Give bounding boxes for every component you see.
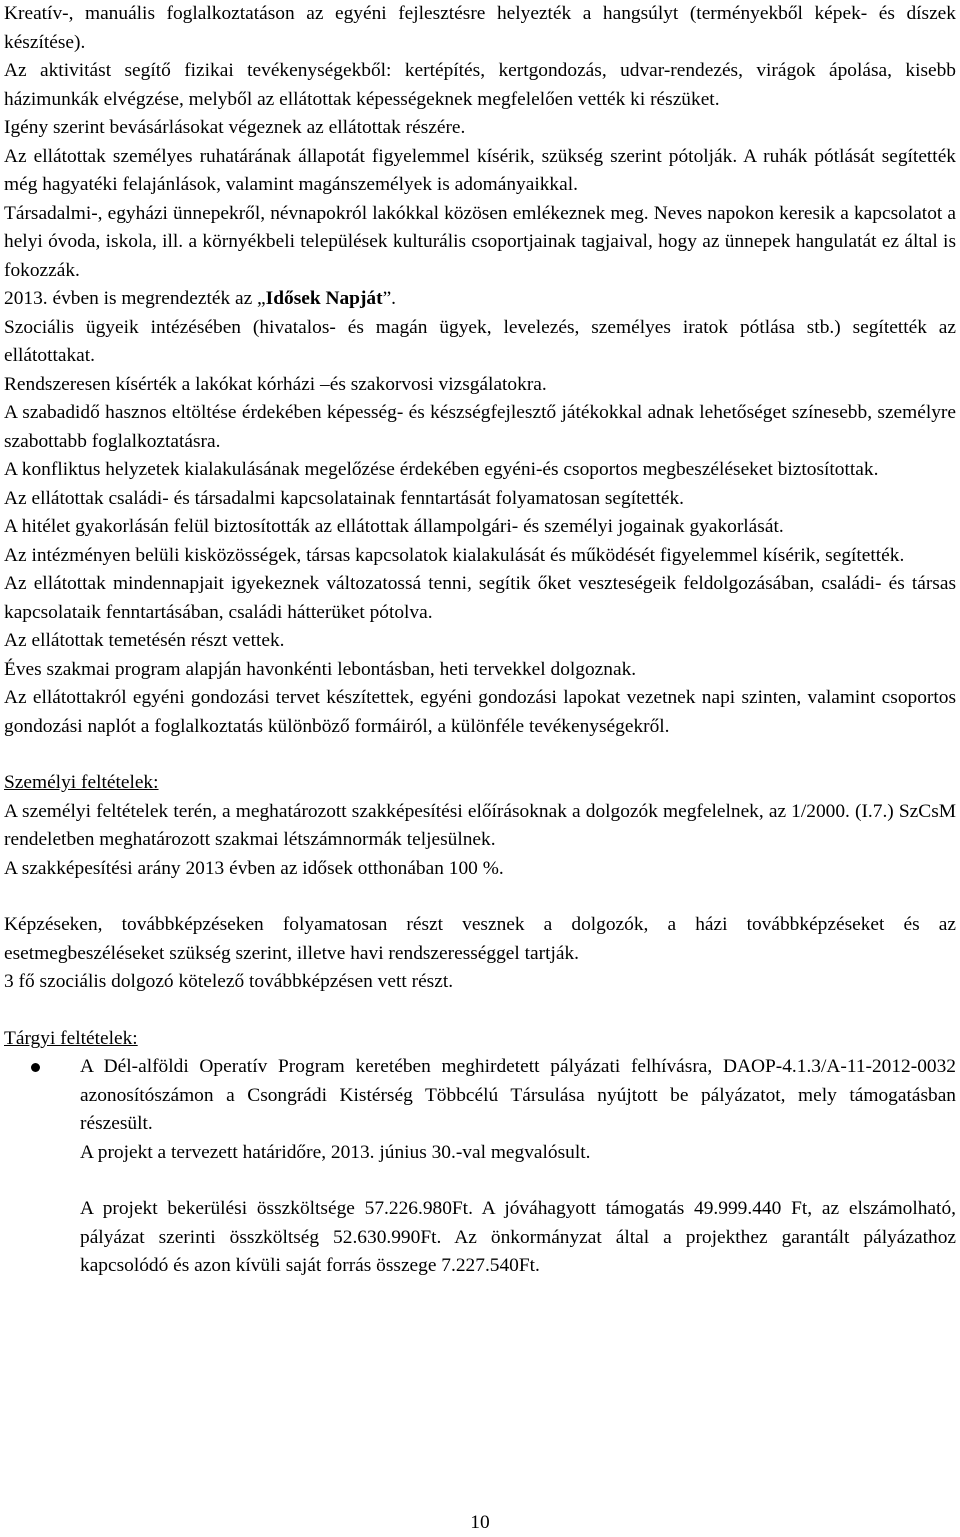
paragraph-szakmai-program: Éves szakmai program alapján havonkénti lebontásban, heti tervekkel dolgoznak. <box>4 658 637 680</box>
bullet-text: A Dél-alföldi Operatív Program keretében meghirdetett pályázati felhívásra, DAOP-4.1.3/A-11-2012-0032 azonosítószámon a Csongrádi Kistérség Többcélú Társulása nyújtott be pályázatot, mely támogatásban részesült. <box>80 1056 956 1134</box>
paragraph-kiskozossegek: Az intézményen belüli kisközösségek, társas kapcsolatok kialakulását és működését figyelemmel kísérik, segítették. <box>4 544 905 566</box>
paragraph-ugyintezes: Szociális ügyeik intézésében (hivatalos- és magán ügyek, levelezés, személyes iratok pótlása stb.) segítették az ellátottakat. <box>4 316 956 366</box>
paragraph-gondozasi-terv: Az ellátottakról egyéni gondozási tervet készítettek, egyéni gondozási lapokat vezetnek napi szinten, valamint csoportos gondozási naplót a foglalkoztatás különböző formáiról, a különféle tevékenységekről. <box>4 687 956 737</box>
paragraph-ruhatar: Az ellátottak személyes ruhatárának állapotát figyelemmel kísérik, szükség szerint pótolják. A ruhák pótlását segítették még hagyatéki felajánlások, valamint magánszemélyek is adományaikkal. <box>4 145 956 195</box>
paragraph-mindennapok: Az ellátottak mindennapjait igyekeznek változatossá tenni, segítik őket veszteségeik feldolgozásában, családi- és társas kapcsolataik fenntartásában, családi hátterüket pótolva. <box>4 573 956 623</box>
paragraph-szemelyi-2: A szakképesítési arány 2013 évben az idősek otthonában 100 %. <box>4 857 504 879</box>
paragraph-konfliktus: A konfliktus helyzetek kialakulásának megelőzése érdekében egyéni-és csoportos megbeszéléseket biztosítottak. <box>4 459 879 480</box>
paragraph-projekt-megvalosult: A projekt a tervezett határidőre, 2013. június 30.-val megvalósult. <box>80 1141 591 1163</box>
paragraph-temetes: Az ellátottak temetésén részt vettek. <box>4 630 285 651</box>
paragraph-aktivitas: Az aktivitást segítő fizikai tevékenységekből: kertépítés, kertgondozás, udvar-rendezés, virágok ápolása, kisebb házimunkák elvégzése, melyből az ellátottak képességeknek megfelelően vették ki részüket. <box>4 60 956 110</box>
paragraph-vizsgalatok: Rendszeresen kísérték a lakókat kórházi –és szakorvosi vizsgálatokra. <box>4 373 547 395</box>
bullet-list <box>4 1053 956 1139</box>
paragraph-unnepek: Társadalmi-, egyházi ünnepekről, névnapokról lakókkal közösen emlékeznek meg. Neves napokon keresik a kapcsolatot a helyi óvoda, iskola, ill. a környékbeli települések kulturális csoportjainak tagjaival, hogy az ünnepek hangulatát ez által is fokozzák. <box>4 202 956 281</box>
idosek-napja-prefix: 2013. évben is megrendezték az „ <box>4 288 266 309</box>
spacer <box>4 883 956 911</box>
spacer <box>4 997 956 1025</box>
paragraph-tovabbkepzes: 3 fő szociális dolgozó kötelező továbbképzésen vett részt. <box>4 971 454 992</box>
idosek-napja-bold: Idősek Napját <box>265 288 383 309</box>
paragraph-hitelet: A hitélet gyakorlásán felül biztosították az ellátottak állampolgári- és személyi jogainak gyakorlását. <box>4 516 784 537</box>
spacer <box>4 741 956 769</box>
paragraph-projekt-koltseg: A projekt bekerülési összköltsége 57.226.980Ft. A jóváhagyott támogatás 49.999.440 Ft, az elszámolható, pályázat szerinti összköltség 52.630.990Ft. Az önkormányzat által a projekthez garantált pályázathoz kapcsolódó és azon kívüli saját forrás összege 7.227.540Ft. <box>80 1198 956 1276</box>
paragraph-idosek-napja <box>4 285 956 314</box>
paragraph-szemelyi-1: A személyi feltételek terén, a meghatározott szakképesítési előírásoknak a dolgozók megfelelnek, az 1/2000. (I.7.) SzCsM rendeletben meghatározott szakmai létszámnormák teljesülnek. <box>4 800 956 850</box>
paragraph-bevasarlas: Igény szerint bevásárlásokat végeznek az ellátottak részére. <box>4 117 466 138</box>
paragraph-kepzesek: Képzéseken, továbbképzéseken folyamatosan részt vesznek a dolgozók, a házi továbbképzéseket és az esetmegbeszéléseket szükség szerint, illetve havi rendszerességgel tartják. <box>4 914 956 964</box>
paragraph-kapcsolatok: Az ellátottak családi- és társadalmi kapcsolatainak fenntartását folyamatosan segítették. <box>4 487 685 509</box>
list-item <box>4 1053 956 1139</box>
idosek-napja-suffix: ”. <box>382 288 397 309</box>
heading-targyi-feltetelek: Tárgyi feltételek: <box>4 1027 138 1049</box>
document-body <box>4 0 956 1281</box>
paragraph-kreativ: Kreatív-, manuális foglalkoztatáson az egyéni fejlesztésre helyezték a hangsúlyt (terményekből képek- és díszek készítése). <box>4 3 956 53</box>
bullet-icon <box>31 1063 40 1072</box>
page-number: 10 <box>470 1512 490 1533</box>
paragraph-szabadido: A szabadidő hasznos eltöltése érdekében képesség- és készségfejlesztő játékokkal adnak lehetőséget színesebb, személyre szabottabb foglalkoztatásra. <box>4 402 956 452</box>
spacer <box>4 1167 956 1195</box>
heading-szemelyi-feltetelek: Személyi feltételek: <box>4 772 159 793</box>
